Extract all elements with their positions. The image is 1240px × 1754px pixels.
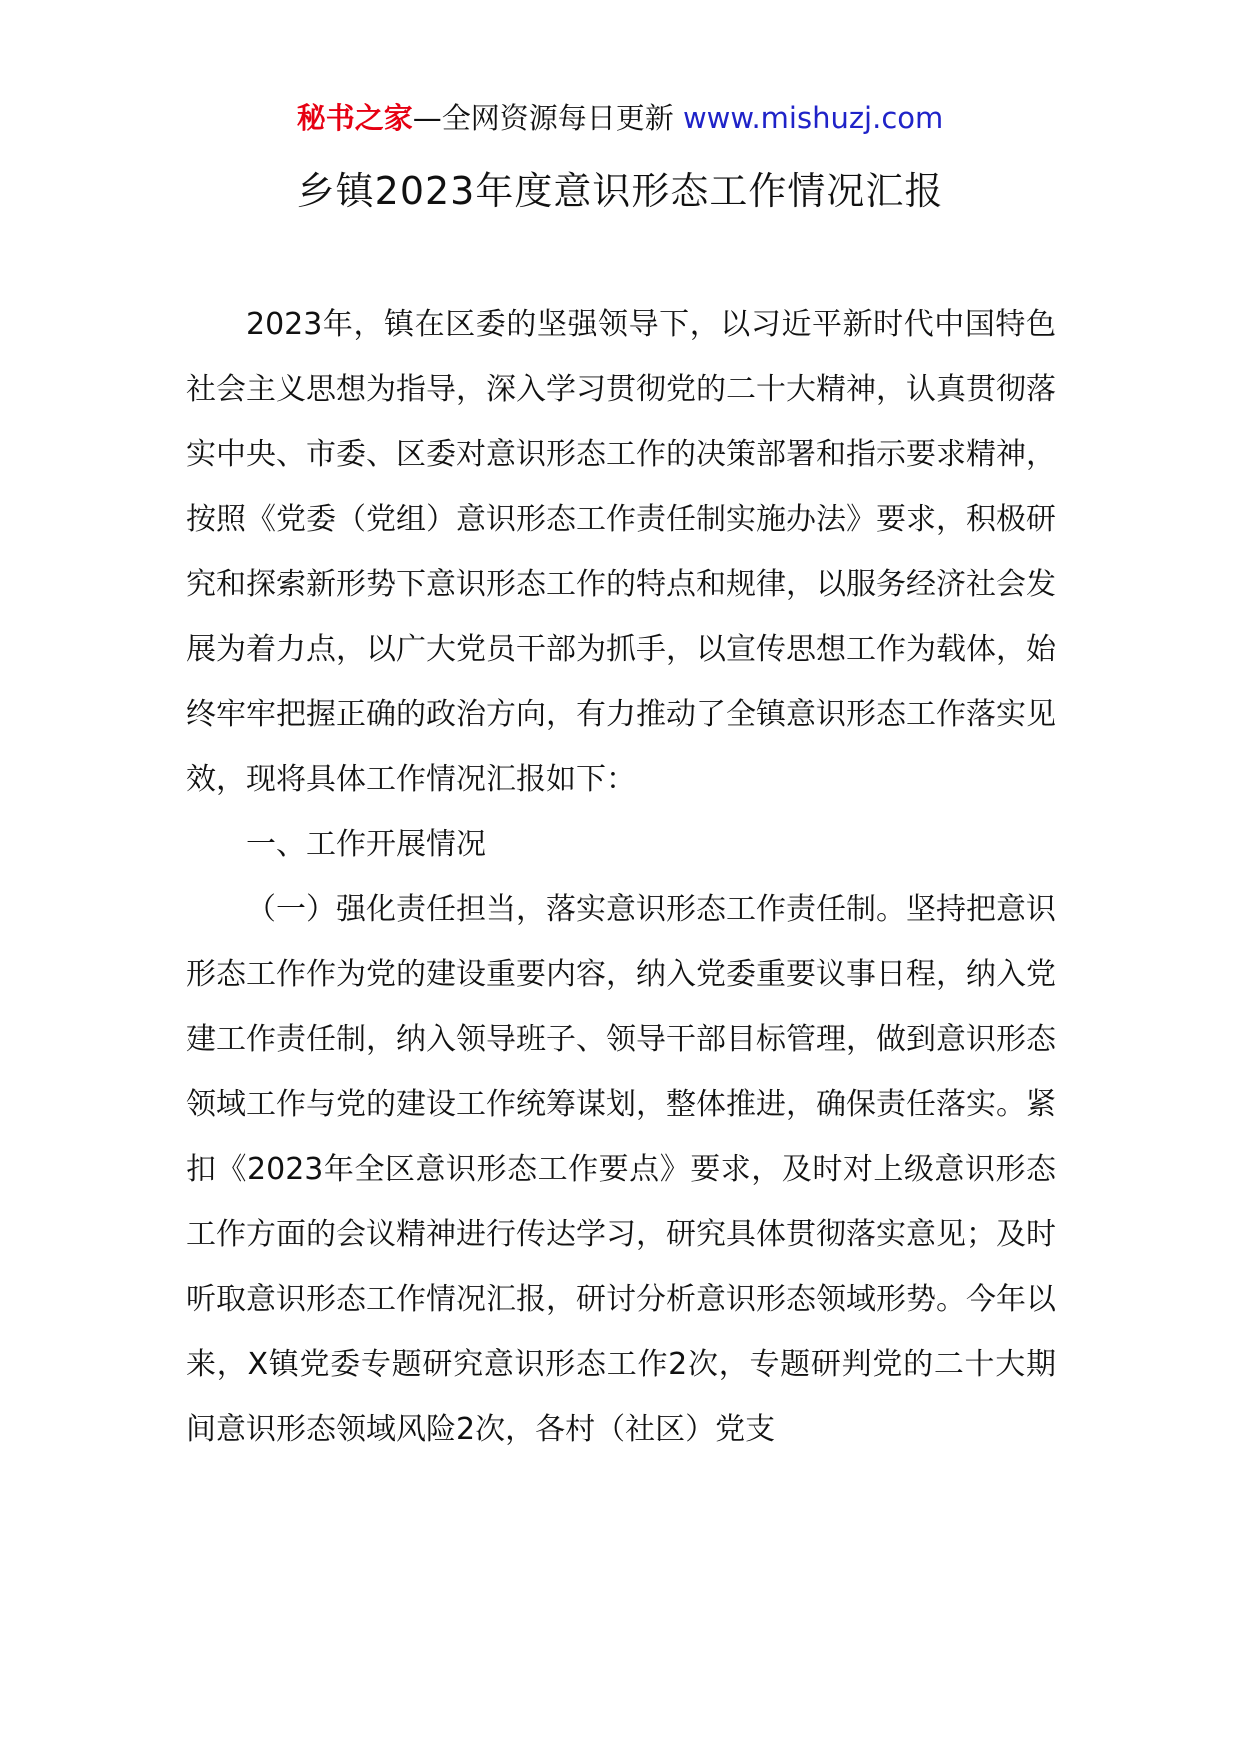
website-link[interactable]: www.mishuzj.com [682,101,944,135]
document-title: 乡镇2023年度意识形态工作情况汇报 [296,169,944,213]
document-body [186,292,1056,1462]
intro-paragraph: 2023年，镇在区委的坚强领导下，以习近平新时代中国特色社会主义思想为指导，深入学习贯彻党的二十大精神，认真贯彻落实中央、市委、区委对意识形态工作的决策部署和指示要求精神，按照《党委（党组）意识形态工作责任制实施办法》要求，积极研究和探索新形势下意识形态工作的特点和规律，以服务经济社会发展为着力点，以广大党员干部为抓手，以宣传思想工作为载体，始终牢牢把握正确的政治方向，有力推动了全镇意识形态工作落实见效，现将具体工作情况汇报如下： [186,307,1056,797]
brand-slogan: —全网资源每日更新 [412,101,683,135]
section-paragraph: （一）强化责任担当，落实意识形态工作责任制。坚持把意识形态工作作为党的建设重要内容，纳入党委重要议事日程，纳入党建工作责任制，纳入领导班子、领导干部目标管理，做到意识形态领域工作与党的建设工作统筹谋划，整体推进，确保责任落实。紧扣《2023年全区意识形态工作要点》要求，及时对上级意识形态工作方面的会议精神进行传达学习，研究具体贯彻落实意见；及时听取意识形态工作情况汇报，研讨分析意识形态领域形势。今年以来，X镇党委专题研究意识形态工作2次，专题研判党的二十大期间意识形态领域风险2次，各村（社区）党支 [186,892,1056,1447]
source-banner [0,98,1240,138]
section-heading: 一、工作开展情况 [246,827,486,862]
brand-name: 秘书之家 [296,101,413,135]
